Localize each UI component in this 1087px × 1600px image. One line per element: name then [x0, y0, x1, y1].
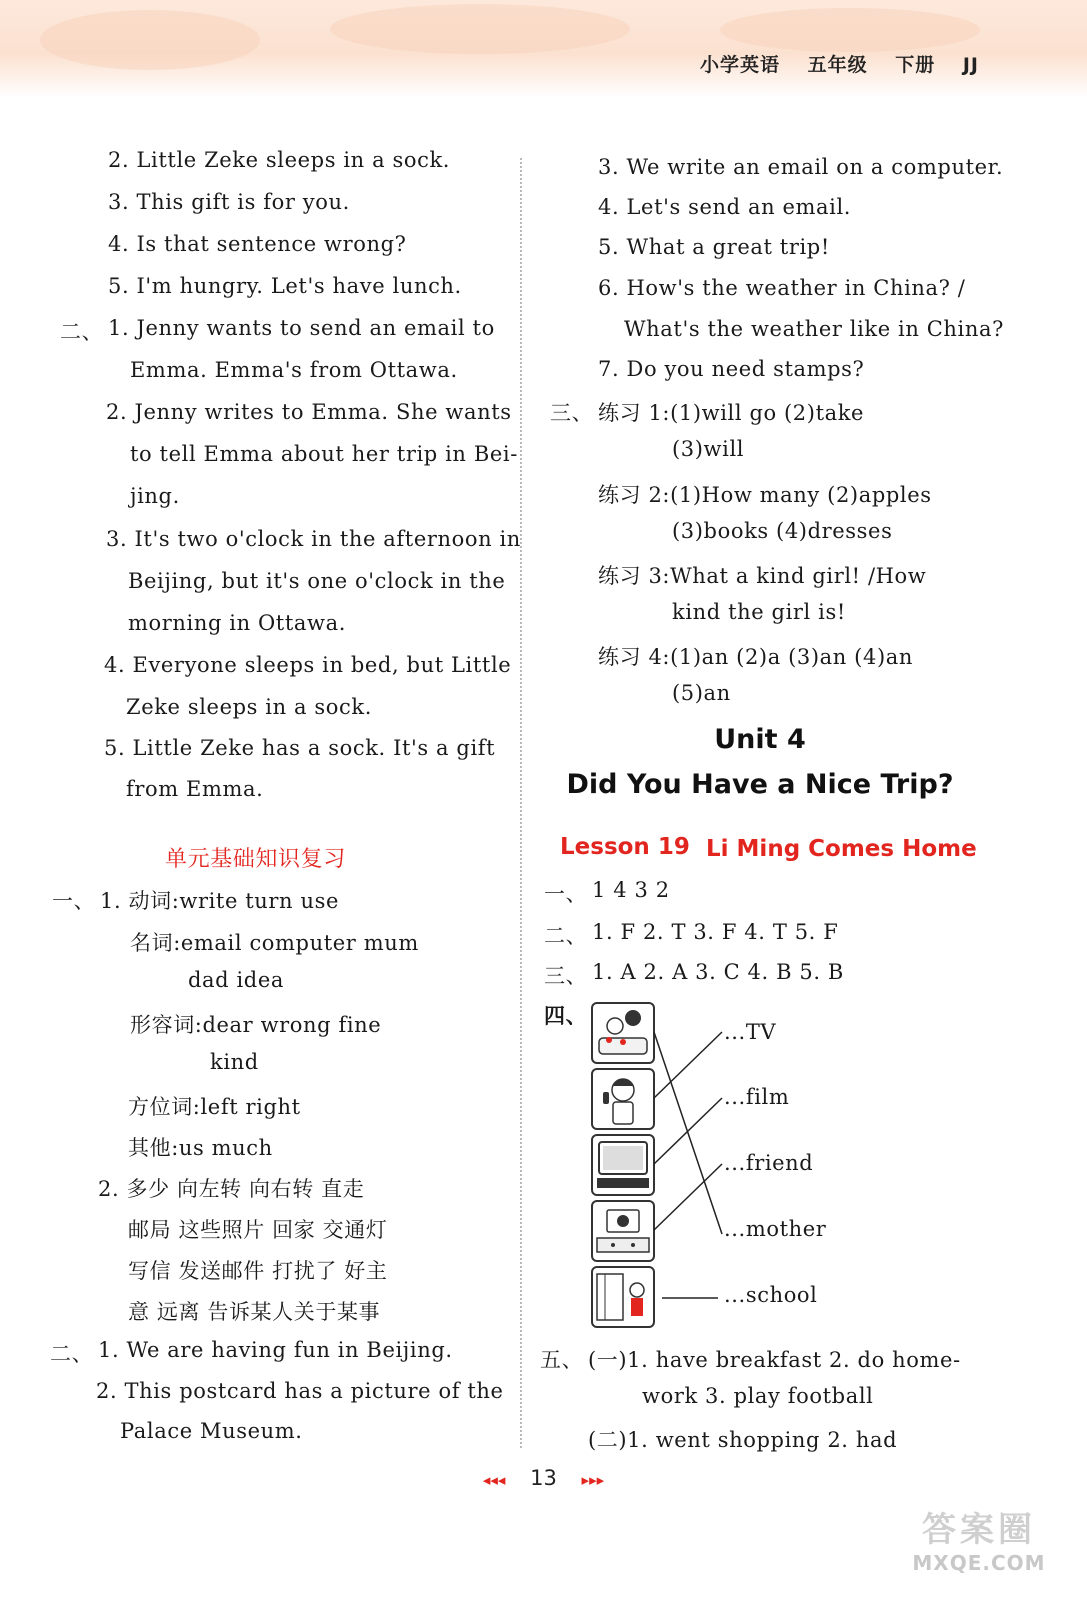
answer-line: 1. Jenny wants to send an email to — [108, 316, 495, 340]
header-volume: 下册 — [895, 54, 936, 76]
answer-line: to tell Emma about her trip in Bei- — [130, 442, 518, 466]
column-divider — [520, 158, 522, 1448]
match-label: ...school — [724, 1283, 818, 1307]
answer-line: Emma. Emma's from Ottawa. — [130, 358, 458, 382]
answer-line: 1. F 2. T 3. F 4. T 5. F — [592, 920, 839, 944]
page-footer — [0, 1466, 1087, 1490]
review-line: Palace Museum. — [120, 1419, 303, 1443]
left-arrows-icon: ◂◂◂ — [482, 1471, 506, 1489]
header-edition: JJ — [962, 54, 979, 76]
answer-line: 2. Little Zeke sleeps in a sock. — [108, 148, 451, 172]
section-mark: 一、 — [52, 889, 96, 913]
picture-television — [591, 1134, 655, 1196]
section-mark: 三、 — [550, 401, 594, 425]
answer-line: work 3. play football — [642, 1384, 874, 1408]
review-line: 2. 多少 向左转 向右转 直走 — [98, 1177, 365, 1201]
practice-line: 练习 2:(1)How many (2)apples — [598, 483, 932, 507]
header-grade: 五年级 — [807, 54, 868, 76]
section-mark: 二、 — [60, 320, 104, 344]
section-mark: 三、 — [544, 964, 588, 988]
match-label: ...TV — [724, 1020, 777, 1044]
right-arrows-icon: ▸▸▸ — [581, 1471, 605, 1489]
practice-line: (3)will — [672, 437, 745, 461]
answer-line: 5. Little Zeke has a sock. It's a gift — [104, 736, 496, 760]
practice-line: 练习 1:(1)will go (2)take — [598, 401, 865, 425]
page-header — [680, 50, 979, 77]
answer-line: Zeke sleeps in a sock. — [126, 695, 372, 719]
answer-line: 1. A 2. A 3. C 4. B 5. B — [592, 960, 844, 984]
header-subject: 小学英语 — [699, 54, 780, 76]
answer-line: jing. — [130, 484, 180, 508]
practice-line: (5)an — [672, 681, 731, 705]
watermark-line1: 答案圈 — [922, 1510, 1036, 1550]
review-line: 1. We are having fun in Beijing. — [98, 1338, 453, 1362]
review-line: 意 远离 告诉某人关于某事 — [128, 1300, 381, 1324]
answer-line: 4. Let's send an email. — [598, 195, 852, 219]
answer-line: Beijing, but it's one o'clock in the — [128, 569, 506, 593]
review-line: 形容词:dear wrong fine — [130, 1013, 382, 1037]
page-number: 13 — [530, 1466, 557, 1490]
answer-line: 5. I'm hungry. Let's have lunch. — [108, 274, 462, 298]
watermark — [899, 1502, 1059, 1575]
review-line: 名词:email computer mum — [130, 931, 419, 955]
review-line: 方位词:left right — [128, 1095, 301, 1119]
answer-line: 3. It's two o'clock in the afternoon in — [106, 527, 521, 551]
answer-line: (一)1. have breakfast 2. do home- — [588, 1348, 961, 1372]
answer-line: 3. This gift is for you. — [108, 190, 350, 214]
practice-line: kind the girl is! — [672, 600, 846, 624]
header-band — [0, 0, 1087, 98]
unit-title: Unit 4 — [714, 724, 806, 755]
answer-line: 6. How's the weather in China? / — [598, 276, 966, 300]
review-line: 写信 发送邮件 打扰了 好主 — [128, 1259, 388, 1283]
watermark-line2: MXQE.COM — [912, 1551, 1046, 1575]
review-line: 1. 动词:write turn use — [100, 889, 339, 913]
picture-family-tv — [591, 1200, 655, 1262]
unit-subtitle: Did You Have a Nice Trip? — [566, 769, 954, 800]
section-mark: 一、 — [544, 882, 588, 906]
picture-school-gate — [591, 1266, 655, 1328]
section-mark: 二、 — [544, 924, 588, 948]
practice-line: 练习 3:What a kind girl! /How — [598, 564, 927, 588]
match-label: ...film — [724, 1085, 790, 1109]
section-mark: 二、 — [50, 1342, 94, 1366]
answer-line: 5. What a great trip! — [598, 235, 830, 259]
review-line: kind — [210, 1050, 259, 1074]
answer-line: morning in Ottawa. — [128, 611, 346, 635]
answer-line: 3. We write an email on a computer. — [598, 155, 1004, 179]
review-line: 邮局 这些照片 回家 交通灯 — [128, 1218, 388, 1242]
answer-line: from Emma. — [126, 777, 264, 801]
review-title: 单元基础知识复习 — [165, 847, 346, 872]
review-line: 其他:us much — [128, 1136, 273, 1160]
answer-line: 7. Do you need stamps? — [598, 357, 865, 381]
match-label: ...friend — [724, 1151, 814, 1175]
section-mark: 四、 — [544, 1004, 588, 1028]
answer-line: 4. Is that sentence wrong? — [108, 232, 407, 256]
practice-line: 练习 4:(1)an (2)a (3)an (4)an — [598, 645, 913, 669]
answer-line: (二)1. went shopping 2. had — [588, 1428, 898, 1452]
lesson-name: Li Ming Comes Home — [706, 836, 977, 862]
picture-kids-bathing — [591, 1002, 655, 1064]
answer-line: What's the weather like in China? — [624, 317, 1004, 341]
section-mark: 五、 — [540, 1348, 584, 1372]
practice-line: (3)books (4)dresses — [672, 519, 893, 543]
answer-line: 1 4 3 2 — [592, 878, 670, 902]
review-line: 2. This postcard has a picture of the — [96, 1379, 504, 1403]
answer-line: 2. Jenny writes to Emma. She wants — [106, 400, 512, 424]
lesson-number: Lesson 19 — [560, 834, 690, 860]
picture-boy-phone — [591, 1068, 655, 1130]
review-line: dad idea — [188, 968, 284, 992]
match-label: ...mother — [724, 1217, 827, 1241]
answer-line: 4. Everyone sleeps in bed, but Little — [104, 653, 512, 677]
